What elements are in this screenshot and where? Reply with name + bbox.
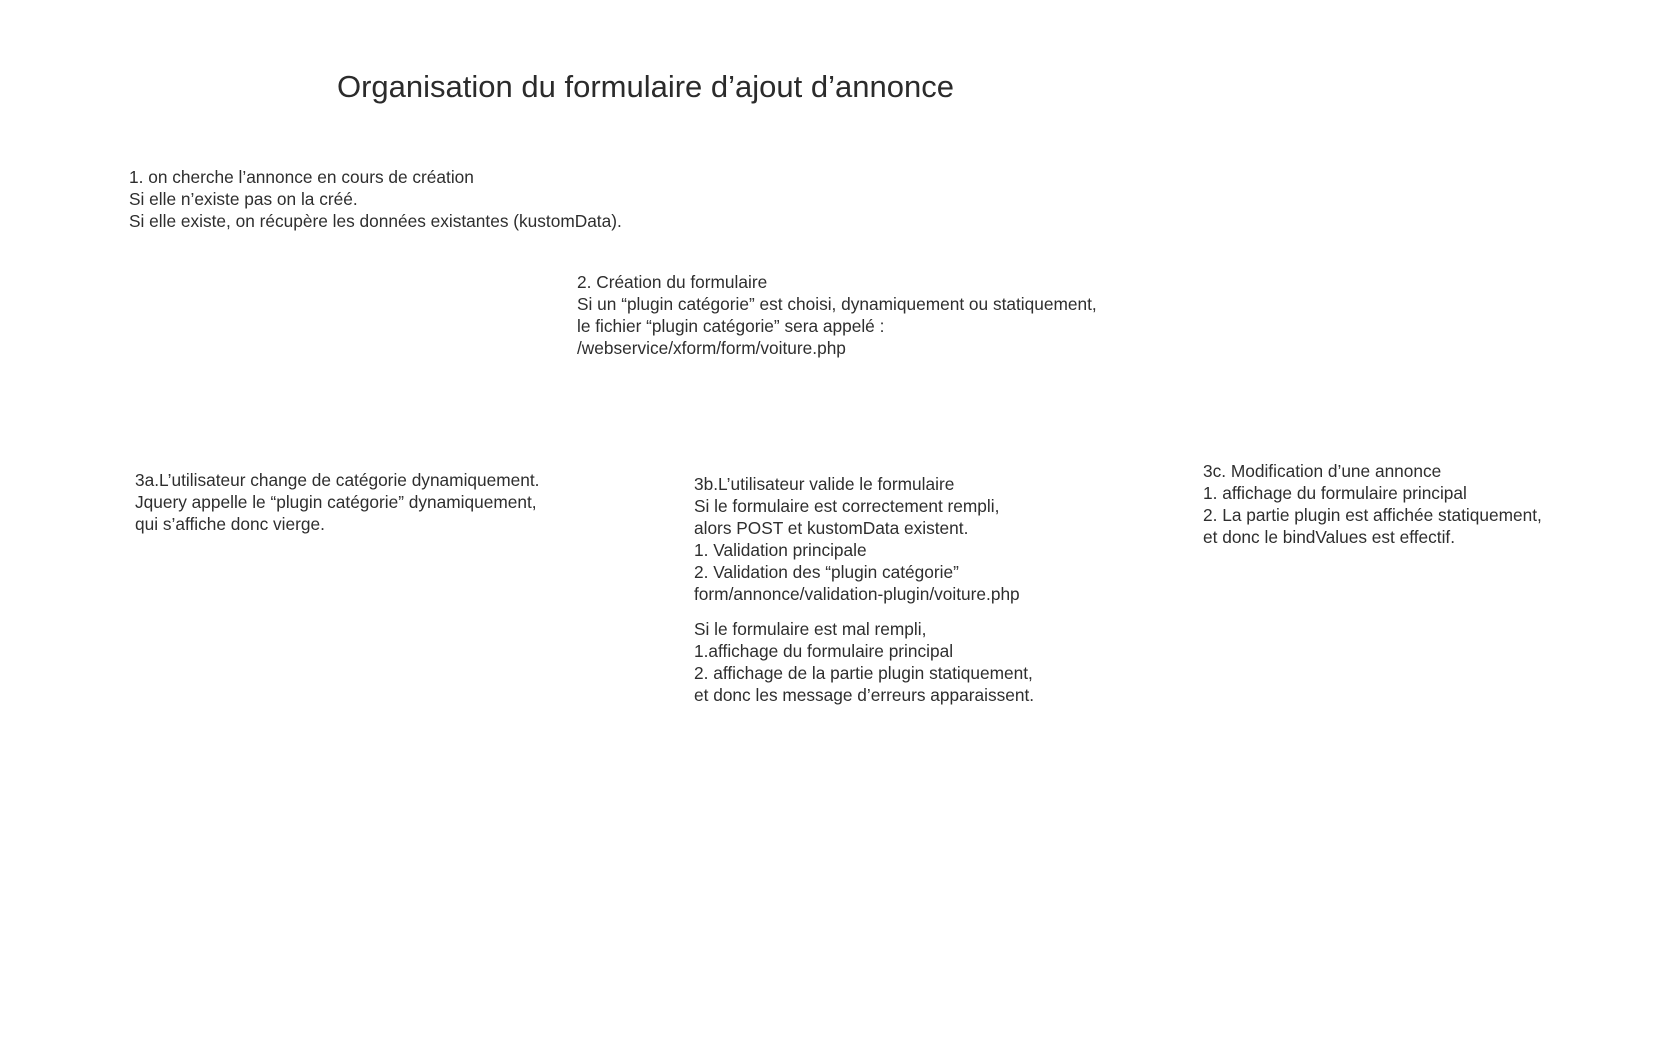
section-3b-line: alors POST et kustomData existent.	[694, 518, 969, 538]
section-3b-line: Si le formulaire est correctement rempli,	[694, 496, 1000, 516]
section-3b-line: et donc les message d’erreurs apparaissent.	[694, 685, 1035, 705]
section-3a-line: qui s’affiche donc vierge.	[135, 514, 325, 534]
section-3b-line: 2. Validation des “plugin catégorie”	[694, 562, 959, 582]
section-2-line: 2. Création du formulaire	[577, 272, 768, 292]
section-3c-line: et donc le bindValues est effectif.	[1203, 527, 1456, 547]
section-3c-line: 2. La partie plugin est affichée statiquement,	[1203, 505, 1542, 525]
section-3b-line: 1.affichage du formulaire principal	[694, 641, 954, 661]
section-3a-text-block	[135, 469, 539, 535]
section-2-line: Si un “plugin catégorie” est choisi, dynamiquement ou statiquement,	[577, 294, 1097, 314]
section-3b-line: 2. affichage de la partie plugin statiquement,	[694, 663, 1033, 683]
section-1-line: 1. on cherche l’annonce en cours de création	[129, 167, 474, 187]
section-2-line: le fichier “plugin catégorie” sera appelé :	[577, 316, 885, 336]
section-3c-line: 1. affichage du formulaire principal	[1203, 483, 1467, 503]
section-3b-line: Si le formulaire est mal rempli,	[694, 619, 927, 639]
section-1-text-block	[129, 166, 622, 232]
section-3c-text-block	[1203, 460, 1542, 548]
section-2-text-block	[577, 271, 1097, 359]
paragraph-gap	[694, 605, 1034, 618]
section-2-line: /webservice/xform/form/voiture.php	[577, 338, 846, 358]
section-1-line: Si elle n’existe pas on la créé.	[129, 189, 358, 209]
section-3b-line: form/annonce/validation-plugin/voiture.php	[694, 584, 1020, 604]
page-title: Organisation du formulaire d’ajout d’annonce	[337, 69, 954, 104]
section-3a-line: 3a.L’utilisateur change de catégorie dynamiquement.	[135, 470, 540, 490]
section-3b-text-block	[694, 473, 1034, 706]
section-1-line: Si elle existe, on récupère les données existantes (kustomData).	[129, 211, 622, 231]
section-3c-line: 3c. Modification d’une annonce	[1203, 461, 1442, 481]
section-3a-line: Jquery appelle le “plugin catégorie” dynamiquement,	[135, 492, 537, 512]
section-3b-line: 3b.L’utilisateur valide le formulaire	[694, 474, 955, 494]
section-3b-line: 1. Validation principale	[694, 540, 867, 560]
